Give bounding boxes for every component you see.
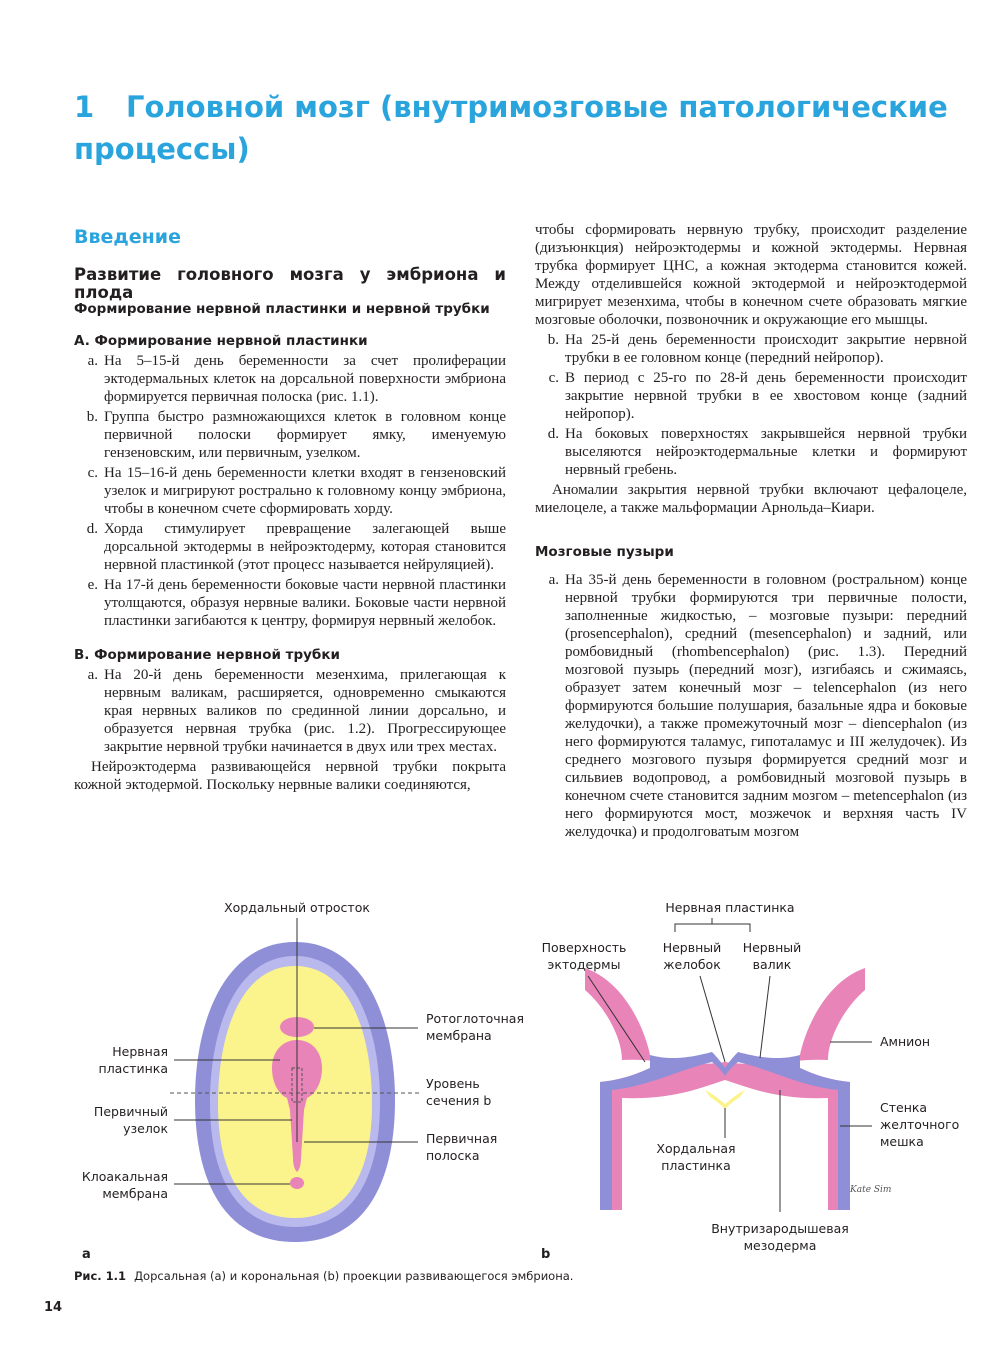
label-section-level: сечения b xyxy=(426,1093,492,1108)
label-neural-plate: пластинка xyxy=(98,1061,168,1076)
label-section-level: Уровень xyxy=(426,1076,480,1091)
paragraph: чтобы сформировать нервную трубку, происходит разделение (дизъюнкция) нейроэктодермы и кожной эктодермы. Нервная трубка формирует ЦНС, а кожная эктодерма становится кожей. Между отделившейся кожной эктодермой и нейроэктодермой мигрирует мезенхима, чтобы в конечном счете образовать мягкие мозговые оболочки, позвоночник и окружающие его мышцы. xyxy=(535,222,967,328)
item-text: Хорда стимулирует превращение залегающей выше дорсальной эктодермы в нейроэктодерму, которая становится нервной пластинкой (этот процесс называется нейруляцией). xyxy=(104,521,506,573)
paragraph: Нейроэктодерма развивающейся нервной трубки покрыта кожной эктодермой. Поскольку нервные валики соединяются, xyxy=(74,759,506,793)
list-item xyxy=(535,571,967,841)
figure-1-1 xyxy=(60,890,960,1270)
label-neural-groove: желобок xyxy=(663,957,721,972)
chapter-title-line2: процессы) xyxy=(74,132,250,166)
label-primitive-streak: Первичная xyxy=(426,1131,498,1146)
item-text: На 25-й день беременности происходит закрытие нервной трубки в ее головном конце (передний нейропор). xyxy=(565,332,967,366)
label-oropharyngeal: Ротоглоточная xyxy=(426,1011,524,1026)
panel-a-diagram xyxy=(170,918,420,1242)
label-neural-plate-b: Нервная пластинка xyxy=(665,900,795,915)
label-neural-plate: Нервная xyxy=(112,1044,168,1059)
chapter-title-line1: Головной мозг (внутримозговые патологические xyxy=(126,90,948,124)
intro-heading: Введение xyxy=(74,226,181,248)
bracket xyxy=(675,918,750,932)
yolk-sac-wall xyxy=(585,968,865,1210)
item-label: c. xyxy=(548,370,559,386)
label-oropharyngeal: мембрана xyxy=(426,1028,492,1043)
list-item xyxy=(74,520,506,574)
item-label: a. xyxy=(87,353,98,369)
label-neural-groove: Нервный xyxy=(662,940,722,955)
item-text: На 35-й день беременности в головном (ростральном) конце нервной трубки формируются три первичные полости, заполненные жидкостью, – мозговые пузыри: передний (prosencephalon), средний (mesencephalon) и задний, или ромбовидный (rhombencephalon) (рис. 1.3). Передний мозговой пузырь (передний мозг), изгибаясь и сжимаясь, образует затем конечный мозг – telencephalon (из него формируются большие полушария, базальные ядра и боковые желудочки), а также промежуточный мозг – diencephalon (из него формируются таламус, гипоталамус и III желудочек). Из среднего мозгового пузыря формируется средний мозг и сильвиев водопровод, а ромбовидный мозговой пузырь в конечном счете становится задним мозгом – metencephalon (из него формируются мост, мозжечок и верхняя часть IV желудочка) и продолговатым мозгом xyxy=(565,572,967,840)
item-text: На 15–16-й день беременности клетки входят в гензеновский узелок и мигрируют рострально к головному концу эмбриона, чтобы в конечном счете сформировать хорду. xyxy=(104,465,506,517)
panel-a-label: a xyxy=(82,1247,91,1262)
label-primitive-node: Первичный xyxy=(93,1104,168,1119)
label-mesoderm: мезодерма xyxy=(743,1238,817,1253)
list-item xyxy=(74,666,506,756)
caption-text: Дорсальная (a) и корональная (b) проекции развивающегося эмбриона. xyxy=(134,1269,574,1283)
paragraph: Аномалии закрытия нервной трубки включают цефалоцеле, миелоцеле, а также мальформации Арнольда–Киари. xyxy=(535,482,967,516)
item-label: d. xyxy=(86,521,98,537)
list-item xyxy=(74,352,506,406)
leader-line xyxy=(760,976,770,1058)
list-item xyxy=(74,408,506,462)
label-notochordal-plate: Хордальная xyxy=(656,1141,736,1156)
item-text: На боковых поверхностях закрывшейся нервной трубки выселяются нейроэктодермальные клетки и формируют нервный гребень. xyxy=(565,426,967,478)
label-amnion: Амнион xyxy=(880,1034,931,1049)
list-item xyxy=(74,576,506,630)
vesicles-heading: Мозговые пузыри xyxy=(535,544,674,560)
chapter-number: 1 xyxy=(74,90,95,124)
item-text: На 5–15-й день беременности за счет пролиферации эктодермальных клеток на дорсальной поверхности эмбриона формируется первичная полоска (рис. 1.1). xyxy=(104,353,506,405)
item-text: На 20-й день беременности мезенхима, прилегающая к нервным валикам, расширяется, одновременно смыкаются края нервных валиков по срединной линии дорсально, и образуется нервная трубка (рис. 1.2). Прогрессирующее закрытие нервной трубки начинается в двух или трех местах. xyxy=(104,667,506,755)
item-text: Группа быстро размножающихся клеток в головном конце первичной полоски формирует ямку, именуемую гензеновским, или первичным, узелком. xyxy=(104,409,506,461)
label-notochord-process: Хордальный отросток xyxy=(224,900,370,915)
item-text: В период с 25-го по 28-й день беременности происходит закрытие нервной трубки в ее хвостовом конце (задний нейропор). xyxy=(565,370,967,422)
label-cloacal: Клоакальная xyxy=(81,1169,168,1184)
artist-signature: Kate Sim xyxy=(850,1185,892,1195)
leader-line xyxy=(700,976,725,1062)
subsection-heading: Формирование нервной пластинки и нервной трубки xyxy=(74,301,490,317)
label-yolk-sac: Стенка xyxy=(880,1100,928,1115)
page-number: 14 xyxy=(44,1300,63,1315)
panel-b-label: b xyxy=(541,1247,551,1262)
label-notochordal-plate: пластинка xyxy=(661,1158,731,1173)
item-label: a. xyxy=(87,667,98,683)
notochordal-plate xyxy=(705,1090,745,1109)
label-neural-fold: Нервный xyxy=(742,940,802,955)
list-item xyxy=(535,425,967,479)
part-b-heading: B. Формирование нервной трубки xyxy=(74,647,340,663)
label-yolk-sac: мешка xyxy=(880,1134,924,1149)
label-primitive-streak: полоска xyxy=(426,1148,480,1163)
list-item xyxy=(74,464,506,518)
item-label: e. xyxy=(87,577,98,593)
chapter-title xyxy=(74,86,954,170)
left-column xyxy=(74,226,506,796)
part-a-heading: A. Формирование нервной пластинки xyxy=(74,333,368,349)
label-neural-fold: валик xyxy=(752,957,792,972)
item-label: a. xyxy=(548,572,559,588)
item-text: На 17-й день беременности боковые части нервной пластинки утолщаются, образуя нервные валики. Боковые части нервной пластинки загибаются к центру, формируя нервный желобок. xyxy=(104,577,506,629)
right-column xyxy=(535,221,967,843)
list-item xyxy=(535,369,967,423)
label-surface-ectoderm: Поверхность xyxy=(541,940,627,955)
item-label: d. xyxy=(547,426,559,442)
label-surface-ectoderm: эктодермы xyxy=(547,957,621,972)
item-label: b. xyxy=(86,409,98,425)
item-label: c. xyxy=(87,465,98,481)
section-heading: Развитие головного мозга у эмбриона и плода xyxy=(74,265,506,302)
cloacal-membrane xyxy=(290,1177,304,1189)
panel-b-diagram xyxy=(585,918,891,1212)
label-primitive-node: узелок xyxy=(123,1121,168,1136)
figure-caption xyxy=(74,1269,954,1283)
label-cloacal: мембрана xyxy=(102,1186,168,1201)
label-mesoderm: Внутризародышевая xyxy=(711,1221,849,1236)
list-item xyxy=(535,331,967,367)
caption-label: Рис. 1.1 xyxy=(74,1269,127,1283)
label-yolk-sac: желточного xyxy=(880,1117,960,1132)
item-label: b. xyxy=(547,332,559,348)
